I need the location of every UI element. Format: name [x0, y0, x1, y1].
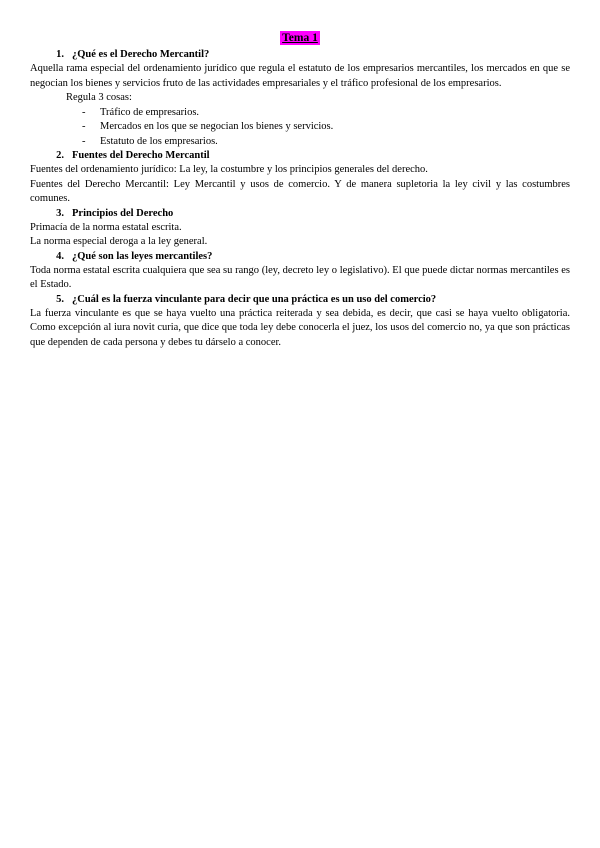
- list-item: [82, 106, 570, 121]
- list-item-text: Estatuto de los empresarios.: [100, 135, 218, 147]
- list-item: [82, 120, 570, 135]
- paragraph: La fuerza vinculante es que se haya vuelto una práctica reiterada y sea debida, es decir, que casi se haya vuelto obligatoria. Como excepción al iura novit curia, que dice que toda ley debe conocerla el juez, los usos del comercio no, ya que son prácticas que dependen de cada persona y debes tu dárselo a conocer.: [30, 307, 570, 348]
- paragraph: Toda norma estatal escrita cualquiera que sea su rango (ley, decreto ley o legislativo). El que puede dictar normas mercantiles es el Estado.: [30, 264, 570, 290]
- section-heading: [48, 149, 570, 163]
- document-title: Tema 1: [282, 32, 318, 44]
- section-title: Principios del Derecho: [72, 207, 174, 219]
- paragraph: Aquella rama especial del ordenamiento jurídico que regula el estatuto de los empresarios mercantiles, los mercados en que se negocian los bienes y servicios fruto de las actividades empresariales y el tráfico profesional de los empresarios.: [30, 63, 570, 89]
- section-number: 1.: [56, 49, 64, 60]
- dash-icon: -: [82, 135, 86, 147]
- section-heading: [48, 250, 570, 264]
- section-number: 5.: [56, 293, 64, 305]
- section-title: ¿Cuál es la fuerza vinculante para decir que una práctica es un uso del comercio?: [72, 293, 437, 305]
- paragraph: Fuentes del ordenamiento jurídico: La ley, la costumbre y los principios generales del derecho.: [30, 164, 428, 175]
- list-item: [82, 135, 570, 150]
- title-wrap: [30, 28, 570, 46]
- section-title: ¿Qué es el Derecho Mercantil?: [72, 49, 210, 60]
- bullet-list: [30, 106, 570, 150]
- section-heading: [48, 293, 570, 307]
- paragraph: Fuentes del Derecho Mercantil: Ley Mercantil y usos de comercio. Y de manera supletoria la ley civil y las costumbres comunes.: [30, 178, 570, 204]
- section-number: 3.: [56, 207, 64, 219]
- list-intro: Regula 3 cosas:: [66, 92, 132, 103]
- dash-icon: -: [82, 106, 86, 118]
- section-title: ¿Qué son las leyes mercantiles?: [72, 250, 213, 262]
- paragraph: La norma especial deroga a la ley general.: [30, 236, 208, 247]
- section-heading: [48, 207, 570, 221]
- paragraph: Primacía de la norma estatal escrita.: [30, 221, 182, 233]
- section-number: 4.: [56, 250, 64, 262]
- list-item-text: Mercados en los que se negocian los bienes y servicios.: [100, 121, 334, 132]
- section-heading: [48, 48, 570, 62]
- section-number: 2.: [56, 150, 64, 161]
- section-title: Fuentes del Derecho Mercantil: [72, 150, 210, 161]
- dash-icon: -: [82, 121, 86, 132]
- list-item-text: Tráfico de empresarios.: [100, 106, 200, 118]
